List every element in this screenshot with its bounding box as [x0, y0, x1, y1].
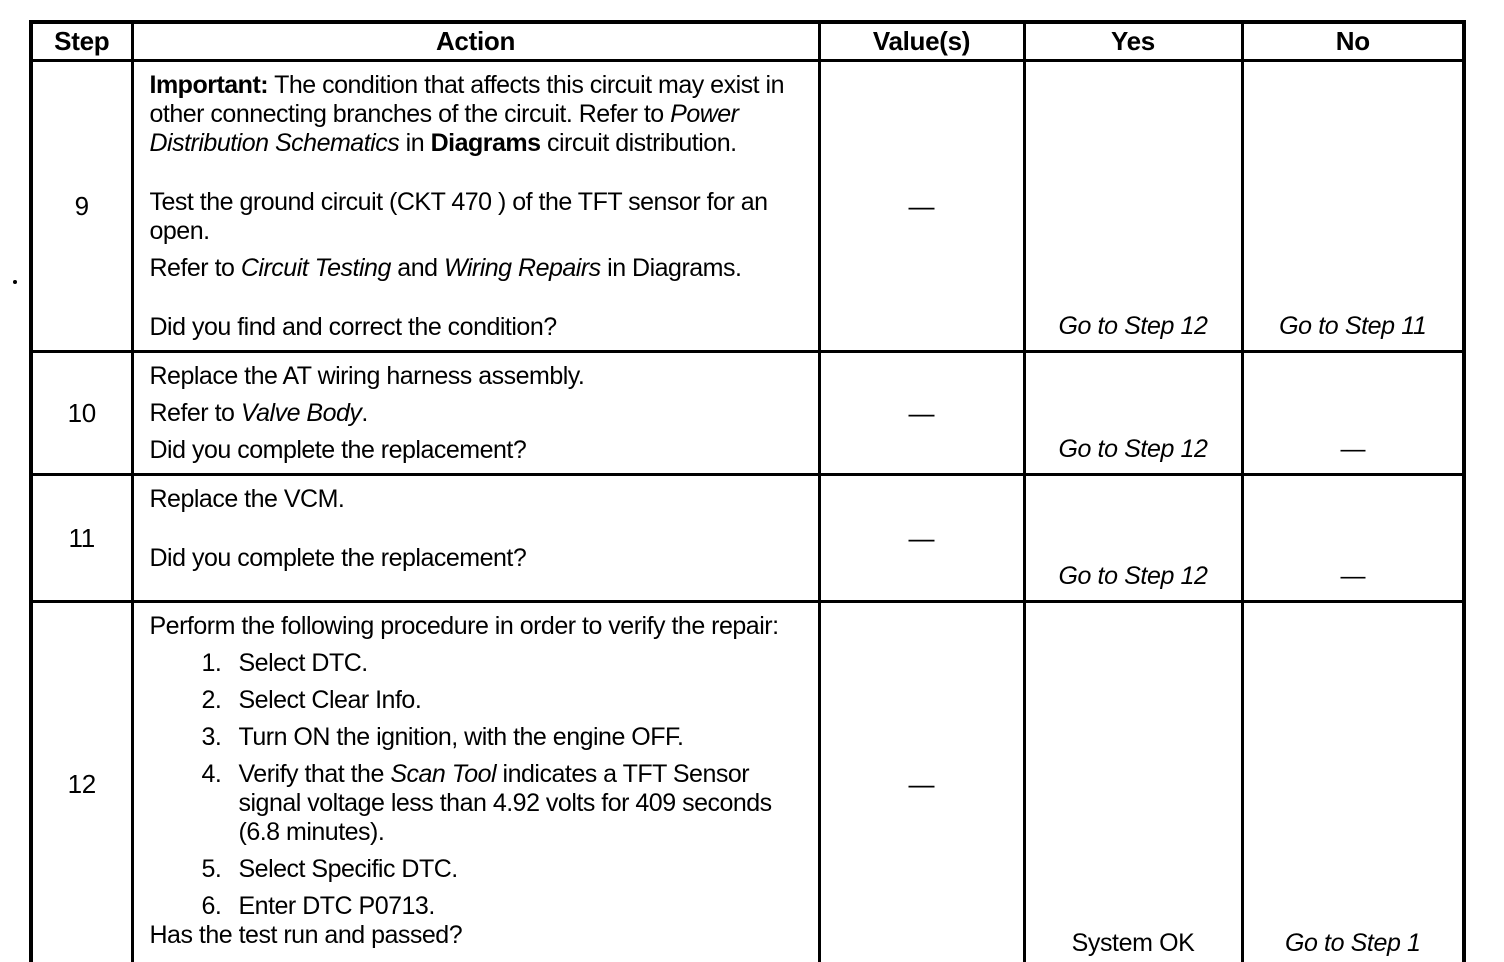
item-text — [239, 686, 810, 715]
item-number: 2. — [201, 686, 222, 714]
value-cell: — — [819, 61, 1024, 352]
yes-cell: System OK — [1024, 602, 1242, 962]
procedure-list — [150, 649, 810, 921]
procedure-item — [150, 649, 810, 678]
text-segment: Perform the following procedure in order to verify the repair: — [149, 612, 779, 640]
text-segment: Enter DTC P0713. — [238, 892, 435, 920]
text-segment: Did you complete the replacement? — [149, 544, 527, 572]
header-no: No — [1242, 22, 1464, 61]
no-cell: Go to Step 1 — [1242, 602, 1464, 962]
procedure-item — [150, 686, 810, 715]
diagnostic-table — [29, 20, 1466, 962]
item-text — [239, 892, 810, 921]
table-row — [31, 352, 1464, 475]
text-segment: The condition that affects this circuit may exist in other connecting branches of the circuit. Refer to — [149, 71, 784, 128]
no-cell: Go to Step 11 — [1242, 61, 1464, 352]
text-segment: Replace the VCM. — [149, 485, 345, 513]
item-text — [239, 855, 810, 884]
procedure-item — [150, 723, 810, 752]
value-cell: — — [819, 602, 1024, 962]
header-action: Action — [132, 22, 819, 61]
action-paragraph — [150, 485, 810, 514]
scan-artifact-dot — [13, 280, 17, 284]
text-segment: Test the ground circuit (CKT 470 ) of the TFT sensor for an open. — [149, 188, 768, 245]
step-cell: 9 — [31, 61, 132, 352]
step-cell: 11 — [31, 475, 132, 602]
item-number: 1. — [201, 649, 222, 677]
no-cell: — — [1242, 475, 1464, 602]
action-paragraph — [150, 399, 810, 428]
text-segment: circuit distribution. — [540, 129, 737, 157]
table-row — [31, 61, 1464, 352]
text-segment: Wiring Repairs — [443, 254, 601, 282]
action-paragraph — [150, 313, 810, 342]
value-cell: — — [819, 475, 1024, 602]
item-text — [239, 760, 810, 847]
item-number: 4. — [201, 760, 222, 788]
action-cell — [132, 61, 819, 352]
text-segment: Did you find and correct the condition? — [149, 313, 557, 341]
text-segment: Power Distribution Schematics — [149, 100, 739, 157]
procedure-item — [150, 760, 810, 847]
text-segment: Select DTC. — [238, 649, 368, 677]
text-segment: Turn ON the ignition, with the engine OFF. — [238, 723, 684, 751]
action-paragraph — [150, 188, 810, 246]
text-segment: Did you complete the replacement? — [149, 436, 527, 464]
header-values: Value(s) — [819, 22, 1024, 61]
action-paragraph — [150, 71, 810, 158]
action-paragraph — [150, 544, 810, 573]
text-segment: Circuit Testing — [240, 254, 391, 282]
table-row — [31, 602, 1464, 962]
item-text — [239, 649, 810, 678]
header-yes: Yes — [1024, 22, 1242, 61]
item-number: 5. — [201, 855, 222, 883]
text-segment: Verify that the — [238, 760, 391, 788]
action-paragraph — [150, 612, 810, 641]
text-segment: . — [361, 399, 368, 427]
text-segment: Refer to — [149, 399, 241, 427]
item-number: 6. — [201, 892, 222, 920]
table-body — [31, 61, 1464, 962]
action-cell — [132, 475, 819, 602]
text-segment: Diagrams — [430, 129, 541, 157]
text-segment: Replace the AT wiring harness assembly. — [149, 362, 585, 390]
item-text — [239, 723, 810, 752]
yes-cell: Go to Step 12 — [1024, 352, 1242, 475]
action-paragraph — [150, 362, 810, 391]
action-paragraph — [150, 921, 810, 950]
text-segment: Has the test run and passed? — [149, 921, 463, 949]
action-paragraph — [150, 436, 810, 465]
text-segment: Scan Tool — [390, 760, 497, 788]
value-cell: — — [819, 352, 1024, 475]
procedure-item — [150, 855, 810, 884]
step-cell: 12 — [31, 602, 132, 962]
step-cell: 10 — [31, 352, 132, 475]
text-segment: indicates a TFT Sensor signal voltage less than 4.92 volts for 409 seconds (6.8 minutes). — [238, 760, 772, 846]
text-segment: and — [390, 254, 444, 282]
table-row — [31, 475, 1464, 602]
action-cell — [132, 352, 819, 475]
yes-cell: Go to Step 12 — [1024, 61, 1242, 352]
text-segment: Refer to — [149, 254, 241, 282]
text-segment: Select Specific DTC. — [238, 855, 458, 883]
text-segment: Important: — [149, 71, 269, 99]
action-cell — [132, 602, 819, 962]
text-segment: in Diagrams. — [600, 254, 742, 282]
header-step: Step — [31, 22, 132, 61]
procedure-item — [150, 892, 810, 921]
header-row — [31, 22, 1464, 61]
text-segment: Valve Body — [240, 399, 362, 427]
text-segment: Select Clear Info. — [238, 686, 422, 714]
yes-cell: Go to Step 12 — [1024, 475, 1242, 602]
action-paragraph — [150, 254, 810, 283]
text-segment: in — [399, 129, 431, 157]
item-number: 3. — [201, 723, 222, 751]
no-cell: — — [1242, 352, 1464, 475]
